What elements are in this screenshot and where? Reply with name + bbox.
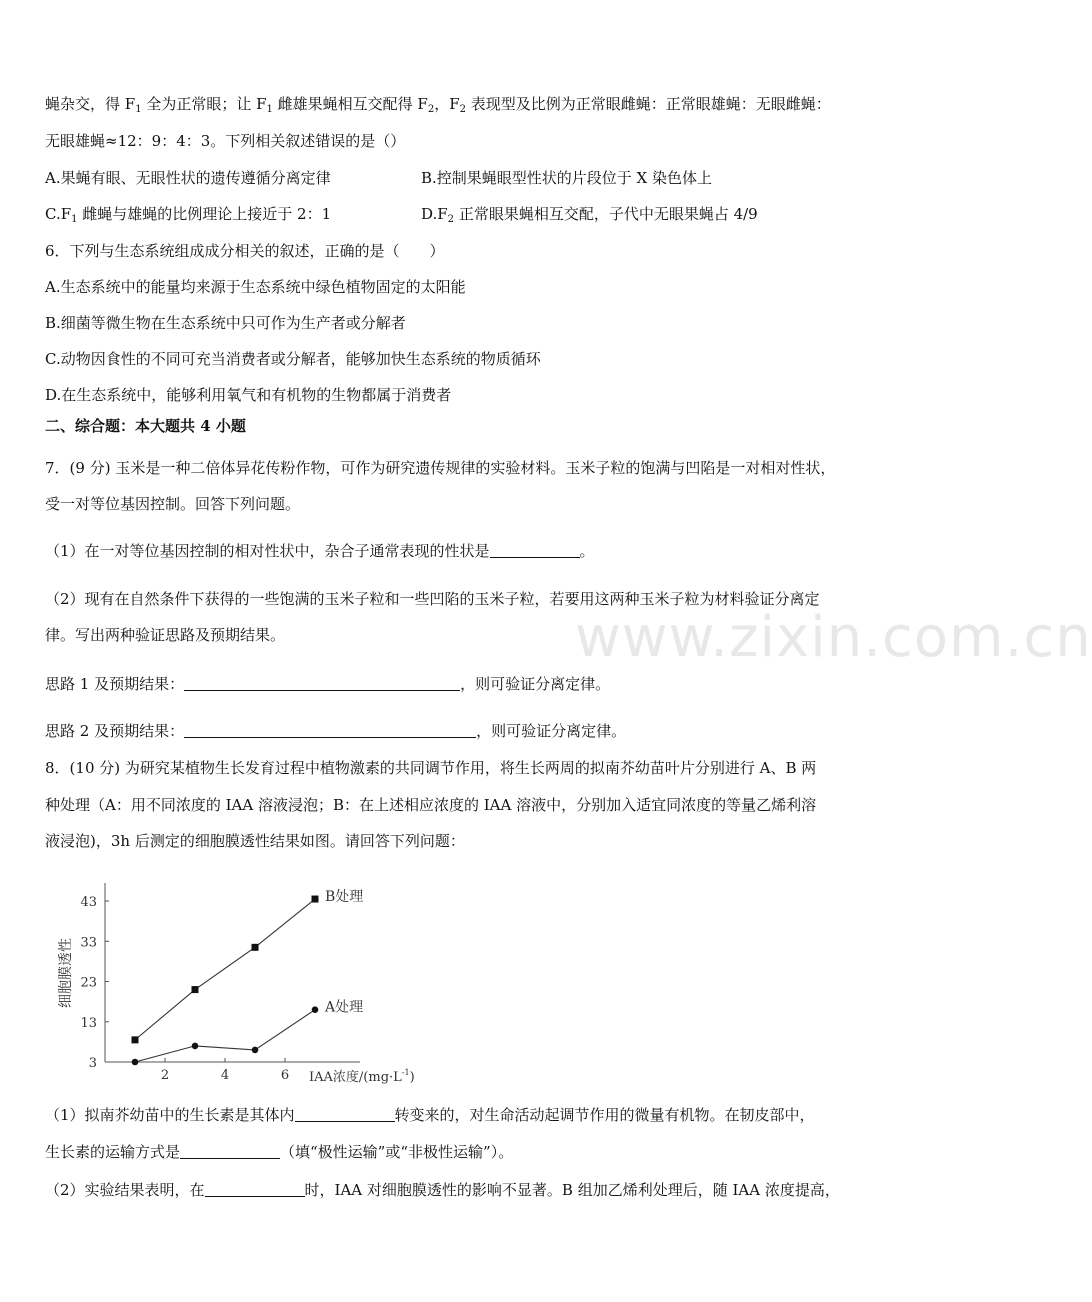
data-point-square	[312, 896, 319, 903]
q5-option-a: A.果蝇有眼、无眼性状的遗传遵循分离定律	[45, 169, 331, 187]
q6-stem: 6．下列与生态系统组成成分相关的叙述，正确的是（ ）	[45, 242, 445, 260]
q5-text: 表现型及比例为正常眼雌蝇：正常眼雄蝇：无眼雌蝇：	[466, 95, 831, 113]
q7-part-2-line-1: （2）现有在自然条件下获得的一些饱满的玉米子粒和一些凹陷的玉米子粒，若要用这两种玉米子粒为材料验证分离定	[45, 590, 820, 608]
data-point-circle	[252, 1047, 259, 1054]
answer-blank[interactable]	[490, 543, 580, 558]
data-point-circle	[192, 1043, 199, 1050]
y-tick-label: 33	[80, 935, 97, 951]
y-tick-label: 23	[80, 975, 97, 991]
answer-blank[interactable]	[180, 1144, 280, 1159]
q7-text: ，则可验证分离定律。	[476, 722, 627, 740]
q7-text: 思路 1 及预期结果：	[45, 675, 185, 693]
q8-text: （2）实验结果表明，在	[45, 1181, 205, 1199]
subscript: 1	[135, 104, 142, 115]
q5-text: 正常眼果蝇相互交配，子代中无眼果蝇占 4/9	[454, 205, 758, 223]
q8-part-1-line-2	[45, 1142, 513, 1162]
q5-text: C.F	[45, 205, 72, 223]
y-tick-label: 43	[80, 895, 97, 911]
q5-text: 蝇杂交，得 F	[45, 95, 136, 113]
q5-options-row-2	[45, 204, 875, 230]
x-axis-label	[309, 1068, 415, 1085]
x-axis-label-text: IAA浓度/(mg·L	[309, 1070, 402, 1085]
watermark: www.zixin.com.cn	[575, 605, 1092, 670]
q7-route-1	[45, 674, 610, 694]
y-tick-label: 13	[80, 1015, 97, 1031]
q5-text: 雌雄果蝇相互交配得 F	[272, 95, 428, 113]
x-tick-label: 6	[280, 1068, 290, 1083]
q8-text: 生长素的运输方式是	[45, 1143, 181, 1161]
q8-text: 时，IAA 对细胞膜透性的影响不显著。B 组加乙烯利处理后，随 IAA 浓度提高，	[304, 1181, 840, 1199]
q5-stem-line-2: 无眼雄蝇≈12：9：4：3。下列相关叙述错误的是（）	[45, 132, 406, 150]
q7-stem-line-2: 受一对等位基因控制。回答下列问题。	[45, 495, 301, 513]
q8-text: 转变来的，对生命活动起调节作用的微量有机物。在韧皮部中，	[394, 1106, 815, 1124]
q7-text: （1）在一对等位基因控制的相对性状中，杂合子通常表现的性状是	[45, 542, 490, 560]
series-markers	[132, 896, 319, 1066]
subscript: 2	[447, 214, 455, 225]
q8-stem-line-1: 8．(10 分) 为研究某植物生长发育过程中植物激素的共同调节作用，将生长两周的拟南芥幼苗叶片分别进行 A、B 两	[45, 759, 817, 777]
q5-text: ，F	[434, 95, 460, 113]
y-tick-label: 3	[88, 1056, 97, 1071]
q7-text: 思路 2 及预期结果：	[45, 722, 185, 740]
series-label: A处理	[325, 999, 364, 1016]
answer-blank[interactable]	[295, 1107, 395, 1122]
answer-blank[interactable]	[205, 1182, 305, 1197]
q6-option-a: A.生态系统中的能量均来源于生态系统中绿色植物固定的太阳能	[45, 278, 466, 296]
data-point-circle	[312, 1006, 319, 1013]
q6-option-c: C.动物因食性的不同可充当消费者或分解者，能够加快生态系统的物质循环	[45, 350, 541, 368]
series-label: B处理	[325, 889, 364, 906]
series-labels	[324, 888, 363, 1016]
q5-options-row-1	[45, 168, 875, 188]
q8-stem-line-3: 液浸泡)，3h 后测定的细胞膜透性结果如图。请回答下列问题：	[45, 832, 465, 850]
q7-part-2-line-2: 律。写出两种验证思路及预期结果。	[45, 626, 286, 644]
q7-stem-line-1: 7．(9 分) 玉米是一种二倍体异花传粉作物，可作为研究遗传规律的实验材料。玉米子粒的饱满与凹陷是一对相对性状，	[45, 459, 836, 477]
q8-part-2	[45, 1180, 840, 1200]
data-point-square	[252, 944, 259, 951]
q8-part-1-line-1	[45, 1105, 815, 1125]
q8-text: （填“极性运输”或“非极性运输”）。	[280, 1143, 514, 1161]
data-point-circle	[132, 1059, 139, 1066]
q7-part-1	[45, 541, 595, 561]
q5-text: 雌蝇与雄蝇的比例理论上接近于 2：1	[77, 205, 332, 223]
q5-text: D.F	[421, 205, 448, 223]
q6-option-b: B.细菌等微生物在生态系统中只可作为生产者或分解者	[45, 314, 406, 332]
q5-option-d	[421, 204, 758, 230]
q5-stem-line-1	[45, 94, 831, 120]
series-line	[135, 899, 315, 1040]
series-lines	[135, 899, 315, 1062]
q7-route-2	[45, 721, 626, 741]
x-axis-label-end: )	[409, 1070, 415, 1085]
answer-blank[interactable]	[184, 676, 460, 691]
q6-option-d: D.在生态系统中，能够利用氧气和有机物的生物都属于消费者	[45, 386, 452, 404]
x-tick-label: 2	[160, 1068, 170, 1083]
answer-blank[interactable]	[184, 723, 476, 738]
section-title: 二、综合题：本大题共 4 小题	[45, 417, 246, 435]
x-axis-label-sup: -1	[401, 1068, 410, 1077]
q7-text: 。	[579, 542, 595, 560]
subscript: 2	[427, 104, 435, 115]
subscript: 2	[459, 104, 467, 115]
q8-text: （1）拟南芥幼苗中的生长素是其体内	[45, 1106, 295, 1124]
subscript: 1	[266, 104, 273, 115]
q5-option-b: B.控制果蝇眼型性状的片段位于 X 染色体上	[421, 169, 713, 187]
q8-stem-line-2: 种处理（A：用不同浓度的 IAA 溶液浸泡；B：在上述相应浓度的 IAA 溶液中，分别加入适宜同浓度的等量乙烯利溶	[45, 796, 817, 814]
data-point-square	[132, 1036, 139, 1043]
subscript: 1	[71, 214, 78, 225]
membrane-permeability-chart	[55, 875, 455, 1090]
q5-text: 全为正常眼；让 F	[141, 95, 267, 113]
x-tick-label: 4	[220, 1068, 230, 1083]
q5-option-c	[45, 205, 331, 223]
data-point-square	[192, 986, 199, 993]
y-axis-label: 细胞膜透性	[58, 938, 74, 1008]
q7-text: ，则可验证分离定律。	[460, 675, 611, 693]
